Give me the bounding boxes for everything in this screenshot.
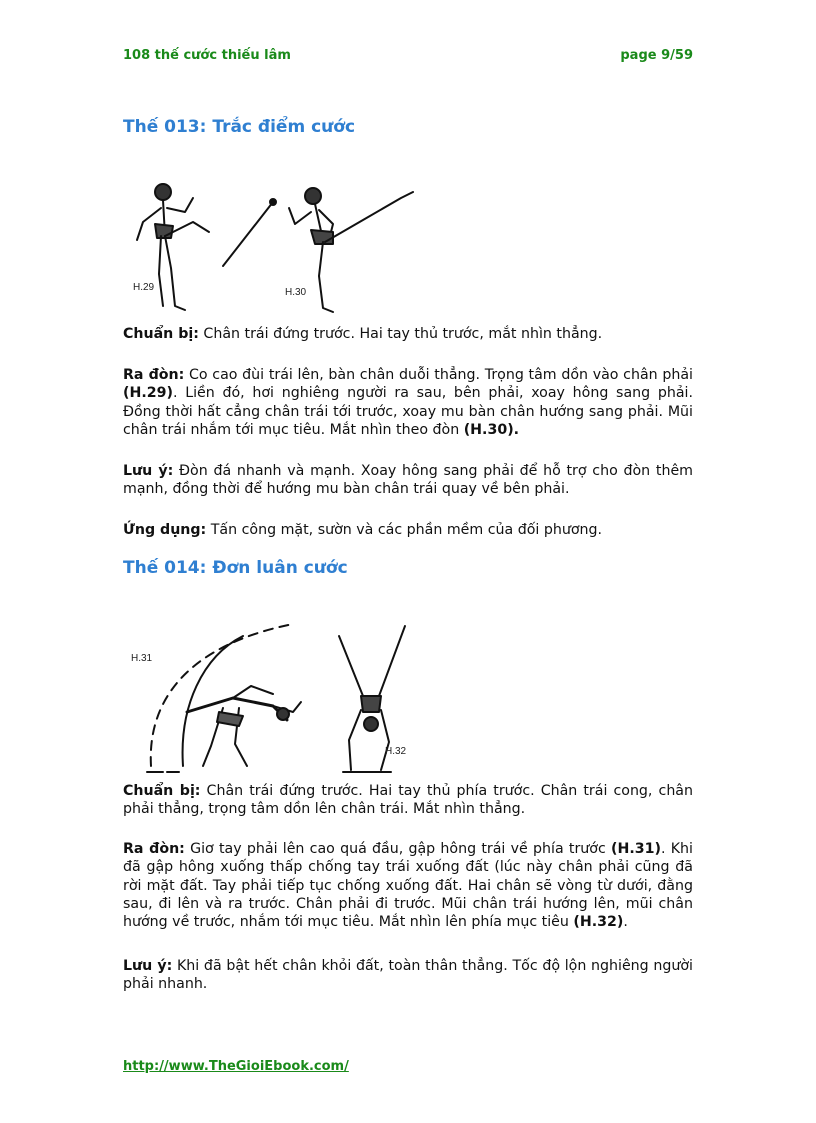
website-link[interactable]: http://www.TheGioiEbook.com/ xyxy=(123,1059,349,1074)
section-heading-014: Thế 014: Đơn luân cước xyxy=(123,558,348,578)
action-text-2-end: . xyxy=(623,914,628,931)
figure-caption-h32: H.32 xyxy=(385,746,407,757)
note-paragraph xyxy=(123,462,693,499)
preparation-text-2: Chân trái đứng trước. Hai tay thủ phía trước. Chân trái cong, chân phải thẳng, trọng tâm dồn lên chân trái. Mắt nhìn thẳng. xyxy=(123,783,693,818)
usage-text: Tấn công mặt, sườn và các phần mềm của đối phương. xyxy=(206,522,603,538)
section-heading-013: Thế 013: Trắc điểm cước xyxy=(123,117,356,137)
action-text: Co cao đùi trái lên, bàn chân duỗi thẳng. Trọng tâm dồn vào chân phải xyxy=(184,367,693,383)
spin-kick-illustration-h31-h32 xyxy=(123,616,423,778)
action-text-2-cont: . Khi đã gập hông xuống thấp chống tay trái xuống đất (lúc này chân phải cũng đã rời mặt đất. Tay phải tiếp tục chống xuống đất. Hai chân sẽ vòng từ dưới, đằng sau, đi lên và ra trước. Chân phải đi trước. Mũi chân trái hướng lên, mũi chân hướng về trước, nhắm tới mục tiêu. Mắt nhìn lên phía mục tiêu xyxy=(123,841,693,931)
page-number: page 9/59 xyxy=(620,48,693,63)
note-text-2: Khi đã bật hết chân khỏi đất, toàn thân thẳng. Tốc độ lộn nghiêng người phải nhanh. xyxy=(123,958,693,993)
kick-illustration-h29-h30 xyxy=(123,178,433,324)
figure-ref-h31: (H.31) xyxy=(611,841,661,857)
preparation-paragraph xyxy=(123,325,693,343)
usage-paragraph xyxy=(123,521,693,539)
action-label: Ra đòn: xyxy=(123,367,185,383)
action-text-cont: . Liền đó, hơi nghiêng người ra sau, bên phải, xoay hông sang phải. Đồng thời hất cẳng chân trái tới trước, xoay mu bàn chân hướng sang phải. Mũi chân trái nhắm tới mục tiêu. Mắt nhìn theo đòn xyxy=(123,385,693,438)
action-text-2: Giơ tay phải lên cao quá đầu, gập hông trái về phía trước xyxy=(184,841,611,857)
figure-caption-h29: H.29 xyxy=(133,282,155,293)
note-label: Lưu ý: xyxy=(123,463,174,479)
note-text: Đòn đá nhanh và mạnh. Xoay hông sang phải để hỗ trợ cho đòn thêm mạnh, đồng thời để hướng mu bàn chân trái quay về bên phải. xyxy=(123,463,693,498)
figure-ref-h30: (H.30). xyxy=(463,421,520,438)
figure-caption-h30: H.30 xyxy=(285,287,307,298)
action-paragraph-2 xyxy=(123,840,693,931)
figure-caption-h31: H.31 xyxy=(131,653,153,664)
action-label-2: Ra đòn: xyxy=(123,841,185,857)
preparation-label: Chuẩn bị: xyxy=(123,326,199,342)
document-title: 108 thế cước thiếu lâm xyxy=(123,48,291,63)
preparation-label-2: Chuẩn bị: xyxy=(123,783,201,799)
action-paragraph xyxy=(123,366,693,439)
preparation-text: Chân trái đứng trước. Hai tay thủ trước, mắt nhìn thẳng. xyxy=(198,326,603,342)
preparation-paragraph-2 xyxy=(123,782,693,819)
figure-ref-h29: (H.29) xyxy=(123,385,173,402)
figure-ref-h32: (H.32) xyxy=(573,914,624,931)
note-label-2: Lưu ý: xyxy=(123,958,173,974)
note-paragraph-2 xyxy=(123,957,693,994)
usage-label: Ứng dụng: xyxy=(123,522,207,538)
